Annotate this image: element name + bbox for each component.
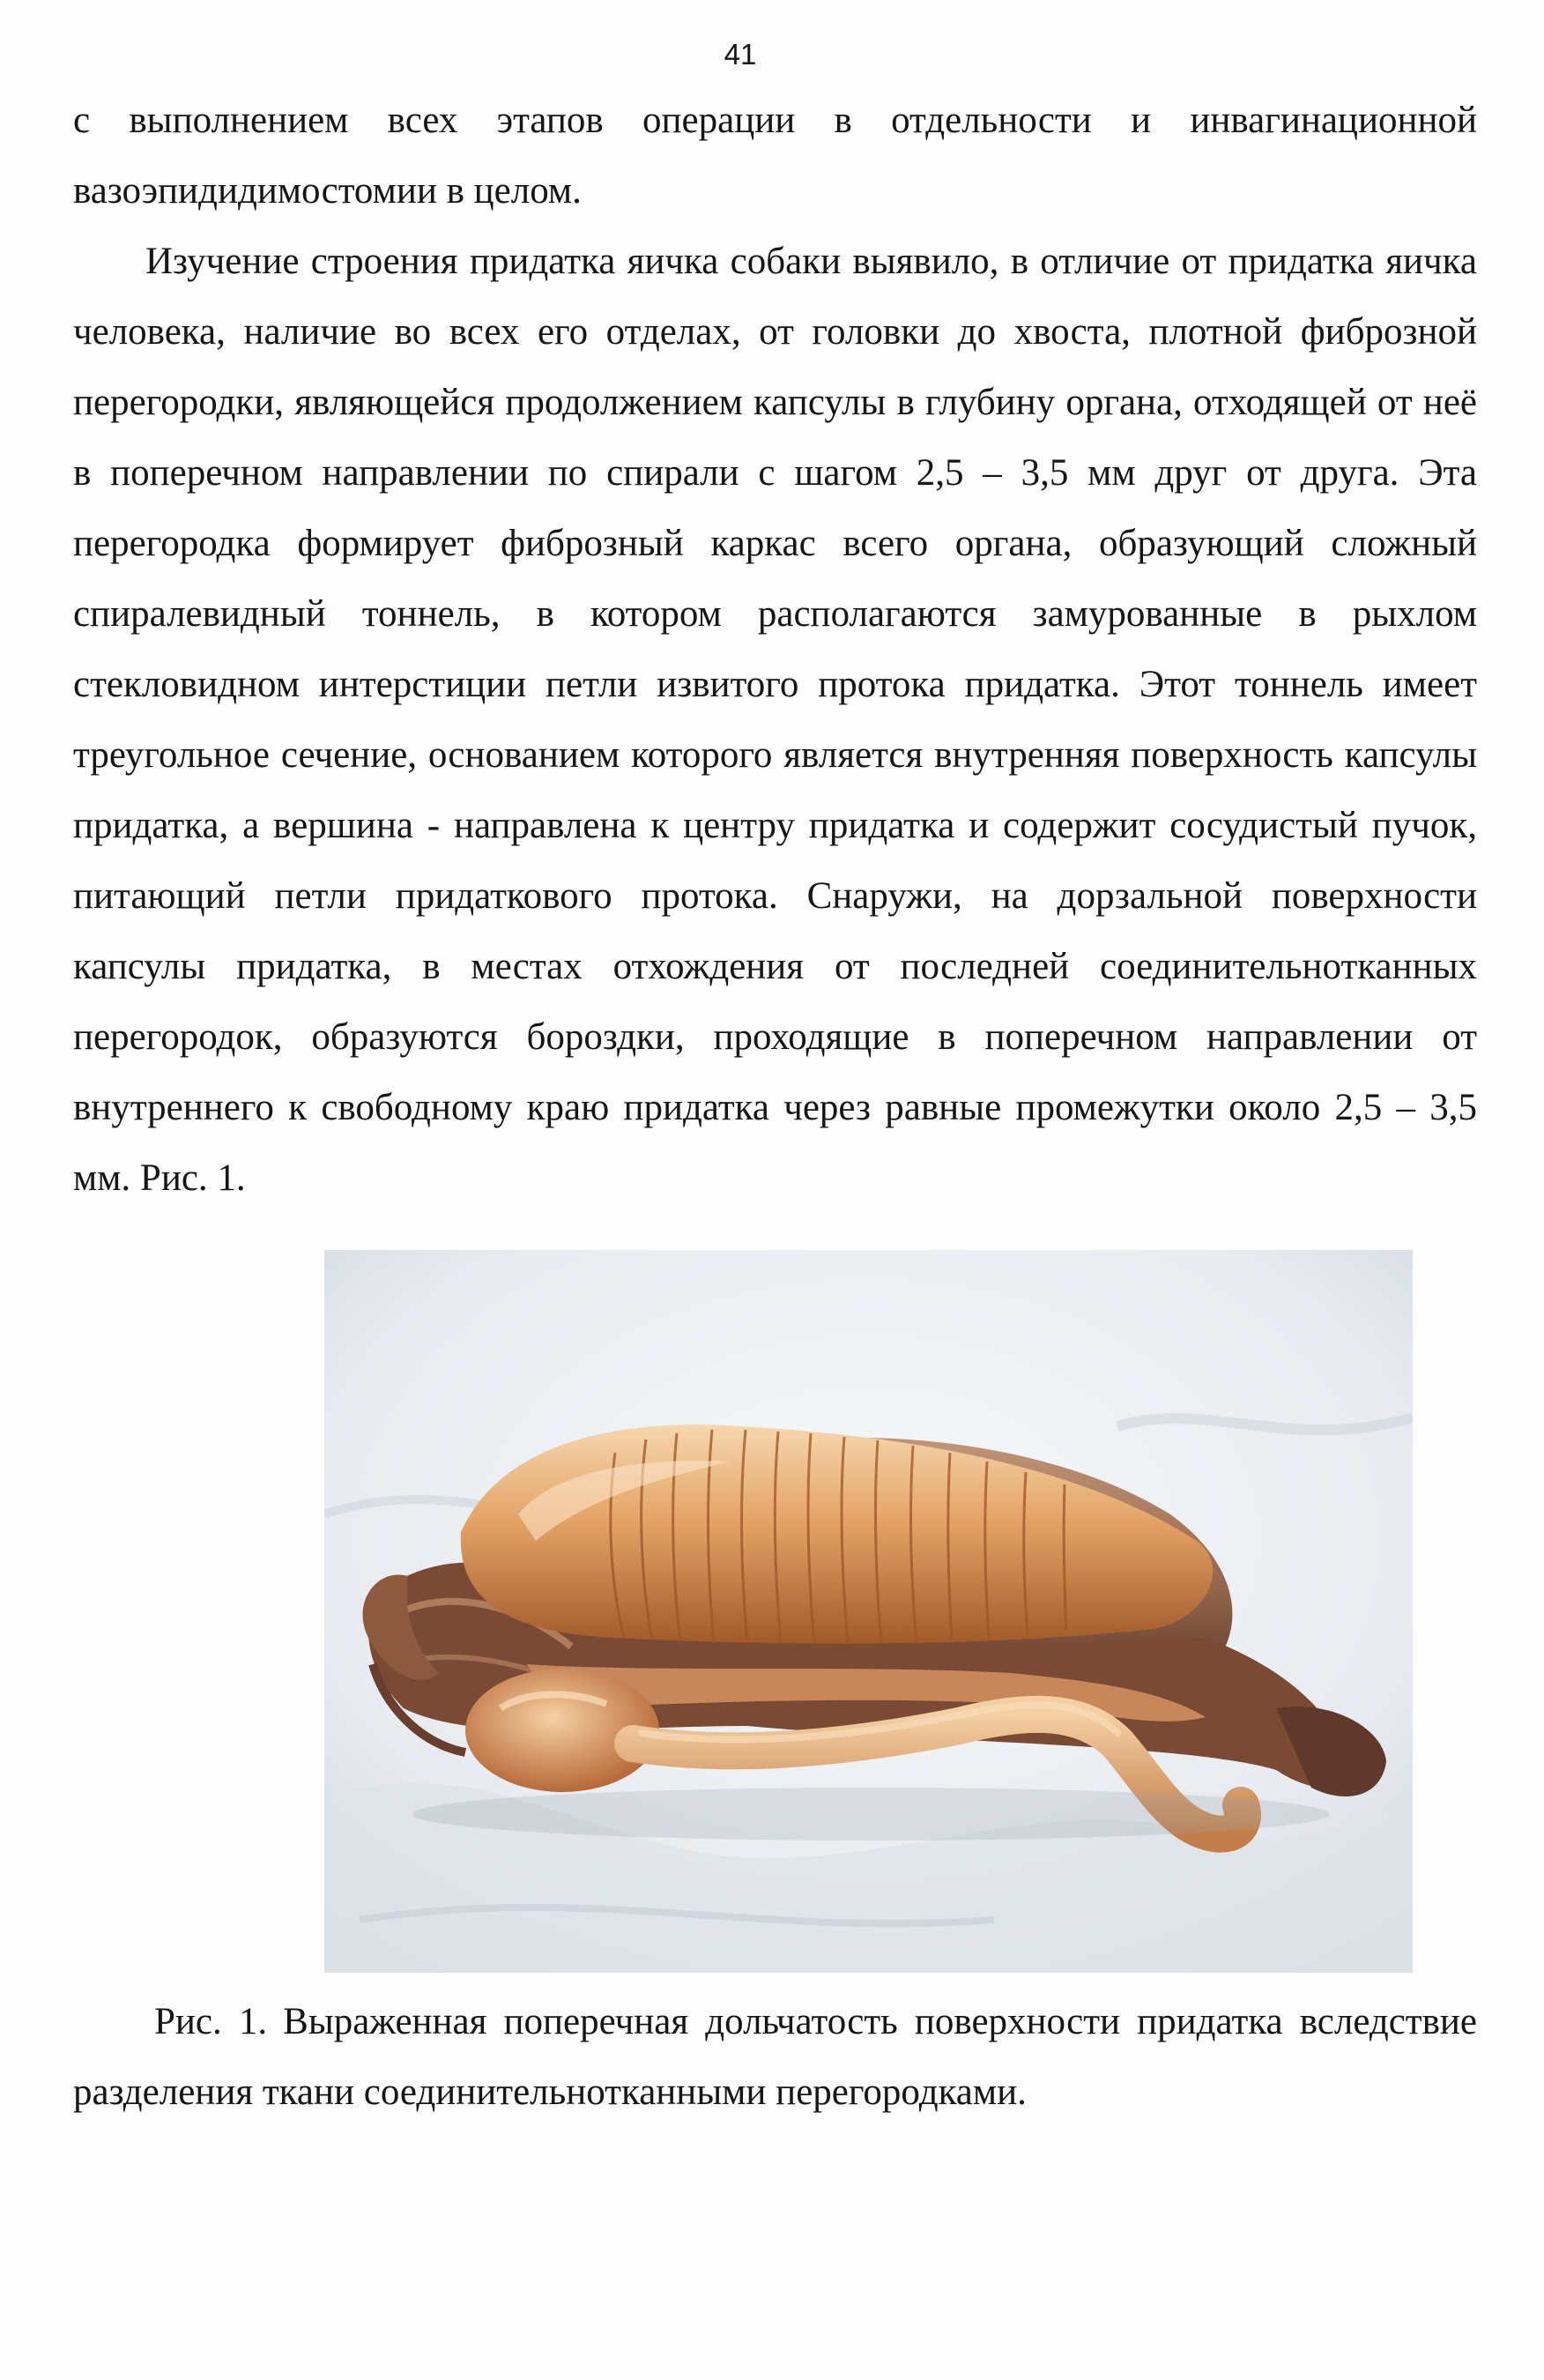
caption-paragraph (73, 1987, 1477, 2128)
caption-text: Выраженная поперечная дольчатость поверхности придатка вследствие разделения ткани соединительнотканными перегородками. (73, 2001, 1478, 2113)
paragraph-2: Изучение строения придатка яичка собаки выявило, в отличие от придатка яичка человека, наличие во всех его отделах, от головки до хвоста, плотной фиброзной перегородки, являющейся продолжением капсулы в глубину органа, отходящей от неё в поперечном направлении по спирали с шагом 2,5 – 3,5 мм друг от друга. Эта перегородка формирует фиброзный каркас всего органа, образующий сложный спиралевидный тоннель, в котором располагаются замурованные в рыхлом стекловидном интерстиции петли извитого протока придатка. Этот тоннель имеет треугольное сечение, основанием которого является внутренняя поверхность капсулы придатка, а вершина - направлена к центру придатка и содержит сосудистый пучок, питающий петли придаткового протока. Снаружи, на дорзальной поверхности капсулы придатка, в местах отхождения от последней соединительнотканных перегородок, образуются бороздки, проходящие в поперечном направлении от внутреннего к свободному краю придатка через равные промежутки около 2,5 – 3,5 мм. Рис. 1. (73, 241, 1477, 1199)
epididymis-photo-illustration (324, 1250, 1413, 1973)
figure-photo-epididymis (324, 1250, 1413, 1973)
paragraph-1: с выполнением всех этапов операции в отдельности и инвагинационной вазоэпидидимостомии в целом. (73, 100, 1477, 212)
body-text (73, 86, 1477, 1214)
caption-label: Рис. 1. (154, 2001, 268, 2042)
figure-caption (73, 1987, 1477, 2128)
page-number: 41 (724, 38, 757, 71)
